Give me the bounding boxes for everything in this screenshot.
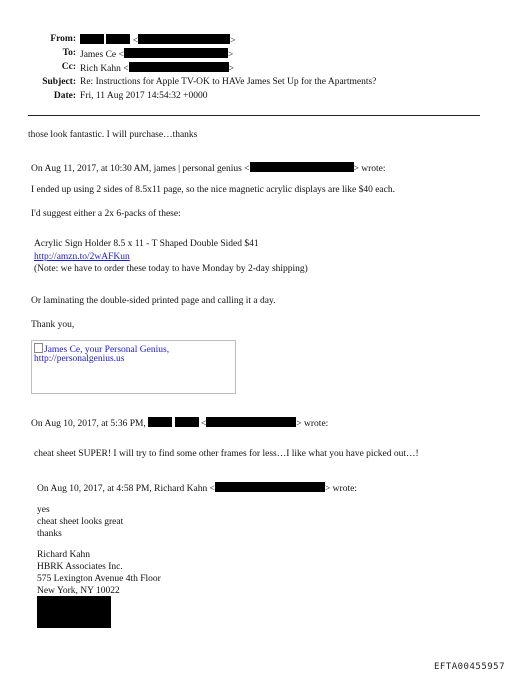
redaction-bar [129,62,229,72]
reply-text: those look fantastic. I will purchase…thanks [28,130,198,140]
product-link[interactable] [34,252,130,262]
redaction-bar [206,417,296,427]
to-name: James Ce < [80,50,124,60]
quote1-attribution [31,162,386,174]
quote3-attribution [37,482,357,494]
cc-value [80,62,234,74]
quote1-line2: I'd suggest either a 2x 6-packs of these: [31,209,181,219]
to-value [80,48,233,60]
attribution-text: > wrote: [353,164,386,174]
broken-image-icon [34,343,43,353]
quote3-line2: cheat sheet looks great [37,517,124,527]
date-label: Date: [53,91,76,101]
bracket-open: < [200,419,207,429]
sig2-city: New York, NY 10022 [37,586,120,596]
quote2-attribution [31,417,328,429]
bracket-close: > [228,64,234,74]
bracket-close: > [227,50,234,60]
subject-value: Re: Instructions for Apple TV-OK to HAVe James Set Up for the Apartments? [80,77,377,87]
redaction-bar [80,34,104,44]
redaction-bar [124,48,228,58]
quote1-line3: Or laminating the double-sided printed page and calling it a day. [31,296,276,306]
header-divider [28,115,480,116]
sig2-name: Richard Kahn [37,550,91,560]
sig2-redaction-block [37,596,111,628]
bracket-open: < [132,36,139,46]
signature-line2[interactable]: http://personalgenius.us [34,354,125,364]
subject-label: Subject: [42,77,76,87]
signature-line1[interactable]: James Ce, your Personal Genius, [34,343,169,355]
to-label: To: [62,48,76,58]
sig2-company: HBRK Associates Inc. [37,562,123,572]
quote3-line3: thanks [37,529,62,539]
quote2-text: cheat sheet SUPER! I will try to find some other frames for less…I like what you have picked out…! [34,449,419,459]
cc-name: Rich Kahn < [80,64,129,74]
redaction-bar [215,482,325,492]
redaction-bar [106,34,130,44]
quote1-thanks: Thank you, [31,320,75,330]
attribution-text: On Aug 10, 2017, at 4:58 PM, Richard Kahn < [37,484,215,494]
quote1-line1: I ended up using 2 sides of 8.5x11 page, so the nice magnetic acrylic displays are like $40 each. [31,185,395,195]
redaction-bar [250,162,354,172]
signature-image-box [31,340,236,394]
sig2-address: 575 Lexington Avenue 4th Floor [37,574,161,584]
redaction-bar [148,417,172,427]
cc-label: Cc: [61,62,76,72]
bates-number: EFTA00455957 [433,662,505,672]
redaction-bar [138,34,230,44]
attribution-text: > wrote: [296,419,329,429]
product-note: (Note: we have to order these today to have Monday by 2-day shipping) [34,264,308,274]
attribution-text: > wrote: [324,484,357,494]
from-label: From: [50,34,76,44]
bracket-close: > [230,36,236,46]
from-value [80,34,235,46]
date-value: Fri, 11 Aug 2017 14:54:32 +0000 [80,91,208,101]
redaction-bar [175,417,199,427]
quote3-line1: yes [37,505,50,515]
product-name: Acrylic Sign Holder 8.5 x 11 - T Shaped Double Sided $41 [34,239,259,249]
product-link-anchor[interactable]: http://amzn.to/2wAFKun [34,252,130,262]
attribution-text: On Aug 10, 2017, at 5:36 PM, [31,419,146,429]
attribution-text: On Aug 11, 2017, at 10:30 AM, james | personal genius < [31,164,250,174]
